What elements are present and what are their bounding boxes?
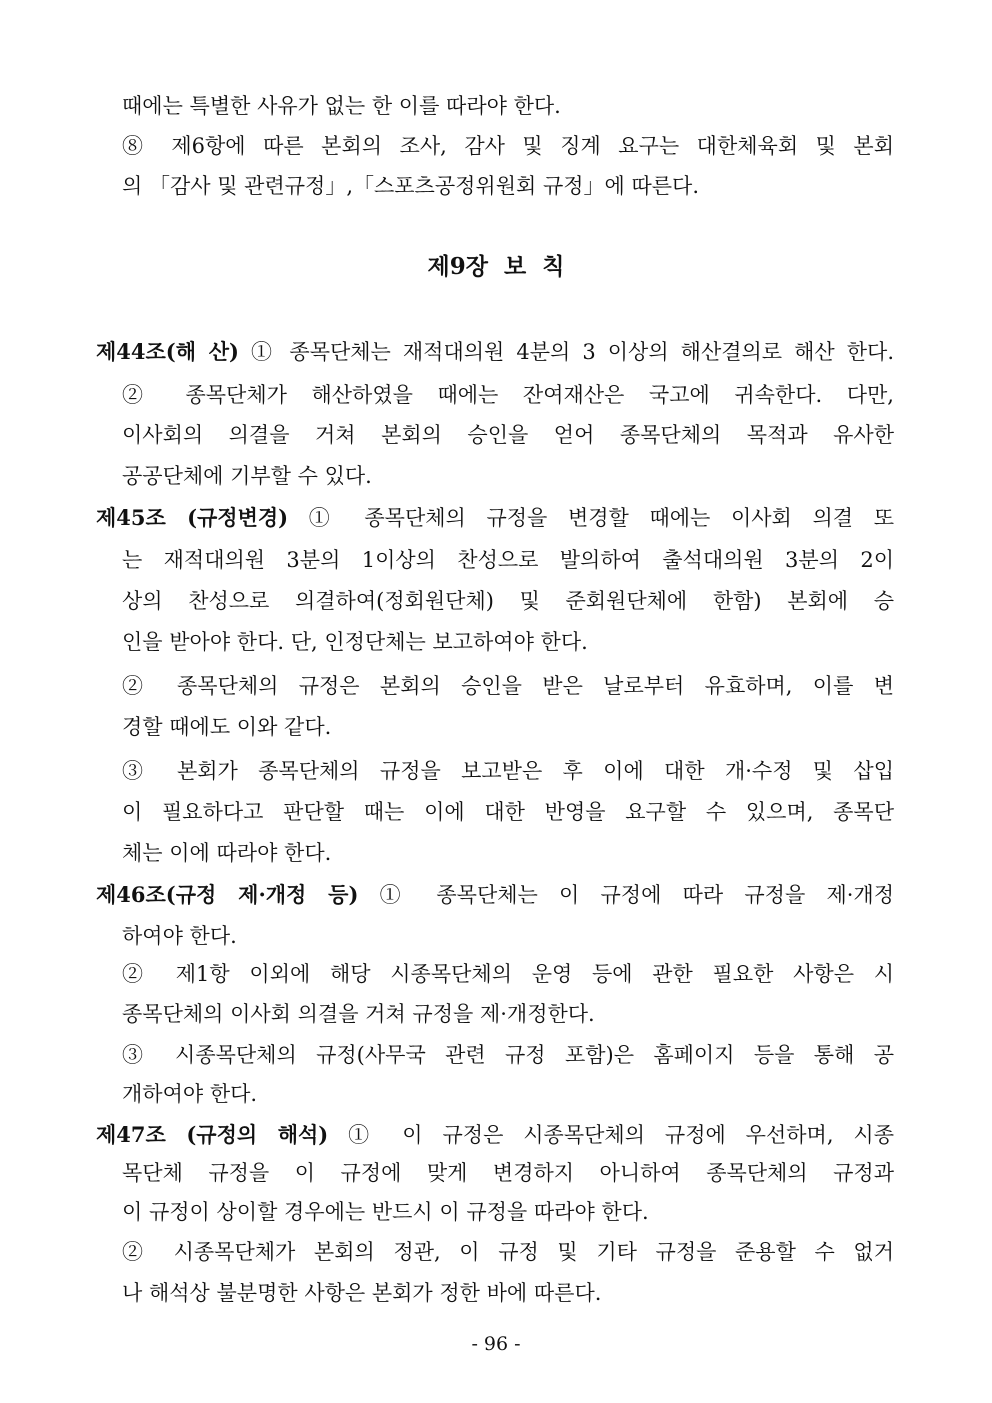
text-line: 경할 때에도 이와 같다. (122, 715, 332, 739)
text-line: 인을 받아야 한다. 단, 인정단체는 보고하여야 한다. (122, 630, 588, 654)
text-line: 하여야 한다. (122, 924, 237, 948)
text-line: 목단체 규정을 이 규정에 맞게 변경하지 아니하여 종목단체의 규정과 (122, 1161, 894, 1185)
article-45-line (96, 504, 894, 532)
article-text: ① 종목단체의 규정을 변경할 때에는 이사회 의결 또 (288, 506, 895, 530)
article-47-line (96, 1121, 894, 1149)
article-title: 제47조 (규정의 해석) (96, 1122, 329, 1147)
article-text: ① 종목단체는 재적대의원 4분의 3 이상의 해산결의로 해산 한다. (238, 340, 894, 364)
text-line: ③ 시종목단체의 규정(사무국 관련 규정 포함)은 홈페이지 등을 통해 공 (122, 1043, 894, 1067)
text-line: 종목단체의 이사회 의결을 거쳐 규정을 제·개정한다. (122, 1002, 595, 1026)
text-line: 이 필요하다고 판단할 때는 이에 대한 반영을 요구할 수 있으며, 종목단 (122, 800, 894, 824)
text-line: 의 「감사 및 관련규정」,「스포츠공정위원회 규정」에 따른다. (122, 174, 700, 198)
text-line: ⑧ 제6항에 따른 본회의 조사, 감사 및 징계 요구는 대한체육회 및 본회 (122, 134, 894, 158)
text-line: 개하여야 한다. (122, 1082, 258, 1106)
text-line: 나 해석상 불분명한 사항은 본회가 정한 바에 따른다. (122, 1281, 602, 1305)
text-line: 때에는 특별한 사유가 없는 한 이를 따라야 한다. (122, 94, 561, 118)
article-text: ① 이 규정은 시종목단체의 규정에 우선하며, 시종 (328, 1123, 894, 1147)
text-line: 상의 찬성으로 의결하여(정회원단체) 및 준회원단체에 한함) 본회에 승 (122, 589, 894, 613)
article-title: 제44조(해 산) (96, 339, 239, 364)
text-line: 이 규정이 상이할 경우에는 반드시 이 규정을 따라야 한다. (122, 1200, 649, 1224)
article-title: 제45조 (규정변경) (96, 505, 289, 530)
text-line: ② 종목단체의 규정은 본회의 승인을 받은 날로부터 유효하며, 이를 변 (122, 674, 894, 698)
article-text: ① 종목단체는 이 규정에 따라 규정을 제·개정 (358, 883, 894, 907)
chapter-title: 제9장 보 칙 (427, 253, 565, 280)
article-title: 제46조(규정 제·개정 등) (96, 882, 359, 907)
text-line: 는 재적대의원 3분의 1이상의 찬성으로 발의하여 출석대의원 3분의 2이 (122, 548, 894, 572)
text-line: ② 종목단체가 해산하였을 때에는 잔여재산은 국고에 귀속한다. 다만, (122, 383, 894, 407)
text-line: 공공단체에 기부할 수 있다. (122, 464, 372, 488)
text-line: 이사회의 의결을 거쳐 본회의 승인을 얻어 종목단체의 목적과 유사한 (122, 423, 894, 447)
text-line: ② 제1항 이외에 해당 시종목단체의 운영 등에 관한 필요한 사항은 시 (122, 962, 894, 986)
article-46-line (96, 881, 894, 909)
text-line: 체는 이에 따라야 한다. (122, 841, 332, 865)
text-line: ② 시종목단체가 본회의 정관, 이 규정 및 기타 규정을 준용할 수 없거 (122, 1240, 894, 1264)
text-line: ③ 본회가 종목단체의 규정을 보고받은 후 이에 대한 개·수정 및 삽입 (122, 759, 894, 783)
page-number: - 96 - (471, 1333, 521, 1355)
article-44-line (96, 338, 894, 366)
